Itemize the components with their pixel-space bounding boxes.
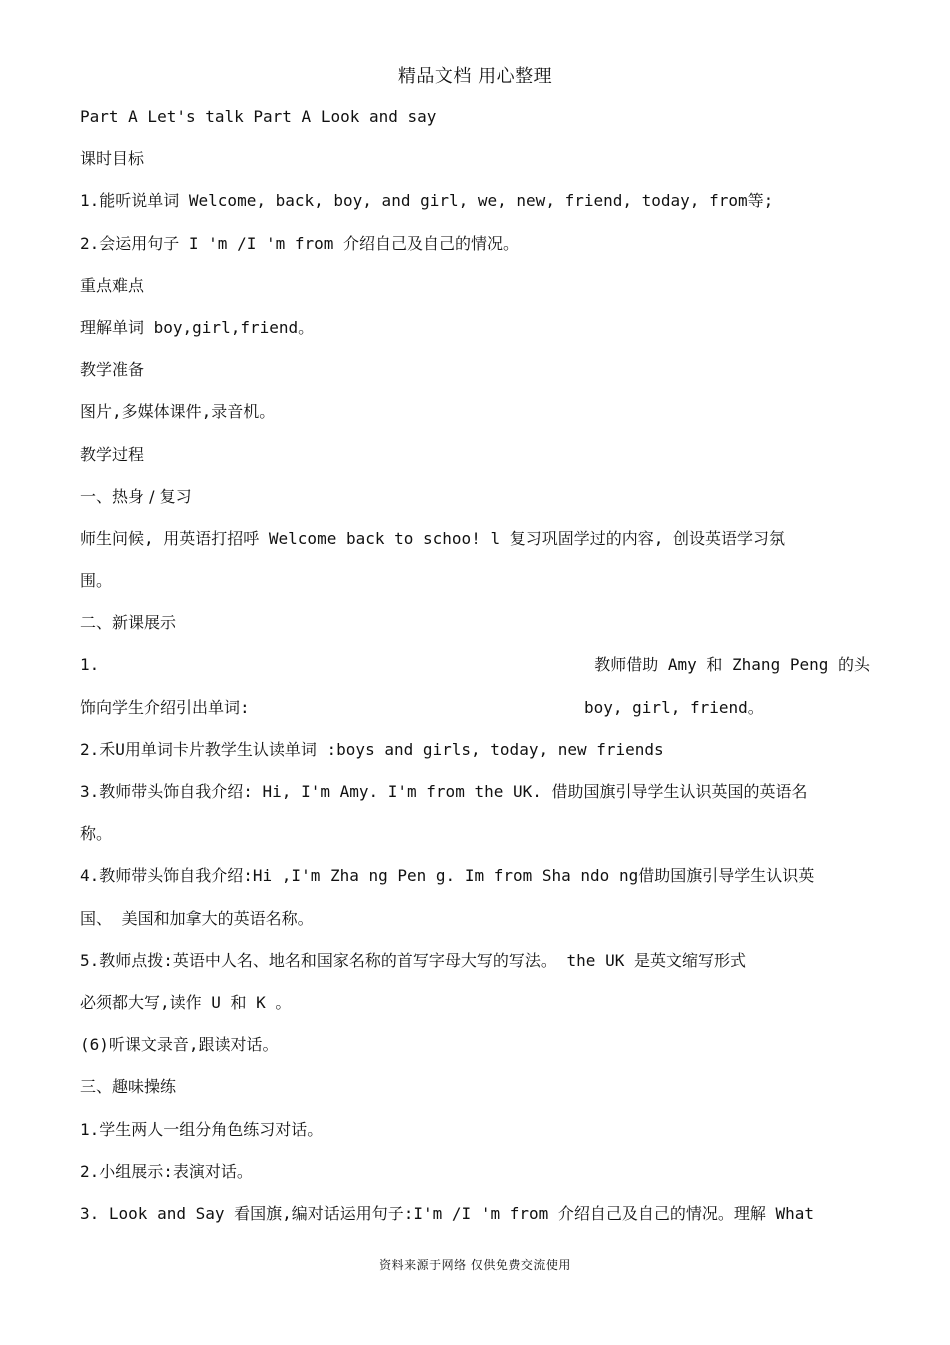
practice-item-3: 3. Look and Say 看国旗,编对话运用句子:I'm /I 'm from 介绍自己及自己的情况。理解 What bbox=[80, 1203, 815, 1223]
item-text-right: boy, girl, friend。 bbox=[584, 697, 764, 717]
document-body bbox=[80, 104, 870, 1243]
new-lesson-item-4-cont: 国、 美国和加拿大的英语名称。 bbox=[80, 908, 314, 928]
key-points-text: 理解单词 boy,girl,friend。 bbox=[80, 317, 315, 337]
item-text: 教师借助 Amy 和 Zhang Peng 的头 bbox=[594, 655, 870, 675]
item-text-left: 饰向学生介绍引出单词: bbox=[80, 697, 250, 717]
new-lesson-item-5-cont: 必须都大写,读作 U 和 K 。 bbox=[80, 992, 292, 1012]
step-heading-warmup: 一、热身 / 复习 bbox=[80, 486, 192, 506]
new-lesson-item-1 bbox=[80, 652, 870, 694]
warmup-text-cont: 围。 bbox=[80, 571, 113, 591]
item-number: 1. bbox=[80, 655, 100, 675]
new-lesson-item-3: 3.教师带头饰自我介绍: Hi, I'm Amy. I'm from the UK. 借助国旗引导学生认识英国的英语名 bbox=[80, 782, 808, 801]
practice-item-2: 2.小组展示:表演对话。 bbox=[80, 1161, 253, 1181]
objective-1: 1.能听说单词 Welcome, back, boy, and girl, we, new, friend, today, from等; bbox=[80, 191, 774, 211]
lesson-title: Part A Let's talk Part A Look and say bbox=[80, 107, 437, 126]
step-heading-practice: 三、趣味操练 bbox=[80, 1077, 177, 1097]
preparation-text: 图片,多媒体课件,录音机。 bbox=[80, 402, 276, 422]
warmup-text: 师生问候, 用英语打招呼 Welcome back to schoo! l 复习巩固学过的内容, 创设英语学习氛 bbox=[80, 528, 785, 548]
new-lesson-item-6: (6)听课文录音,跟读对话。 bbox=[80, 1035, 279, 1055]
new-lesson-item-3-cont: 称。 bbox=[80, 824, 113, 844]
section-heading-preparation: 教学准备 bbox=[80, 360, 145, 380]
section-heading-process: 教学过程 bbox=[80, 444, 145, 464]
section-heading-objectives: 课时目标 bbox=[80, 149, 145, 169]
new-lesson-item-1-cont bbox=[80, 695, 870, 737]
new-lesson-item-4: 4.教师带头饰自我介绍:Hi ,I'm Zha ng Pen g. Im from Sha ndo ng借助国旗引导学生认识英 bbox=[80, 866, 815, 886]
step-heading-new-lesson: 二、新课展示 bbox=[80, 613, 177, 633]
page-header: 精品文档 用心整理 bbox=[397, 66, 553, 87]
page-footer: 资料来源于网络 仅供免费交流使用 bbox=[379, 1258, 571, 1272]
practice-item-1: 1.学生两人一组分角色练习对话。 bbox=[80, 1119, 324, 1139]
new-lesson-item-5: 5.教师点拨:英语中人名、地名和国家名称的首写字母大写的写法。 the UK 是英文缩写形式 bbox=[80, 950, 746, 970]
new-lesson-item-2: 2.禾U用单词卡片教学生认读单词 :boys and girls, today, new friends bbox=[80, 739, 664, 759]
section-heading-key-points: 重点难点 bbox=[80, 275, 145, 295]
objective-2: 2.会运用句子 I 'm /I 'm from 介绍自己及自己的情况。 bbox=[80, 233, 520, 253]
